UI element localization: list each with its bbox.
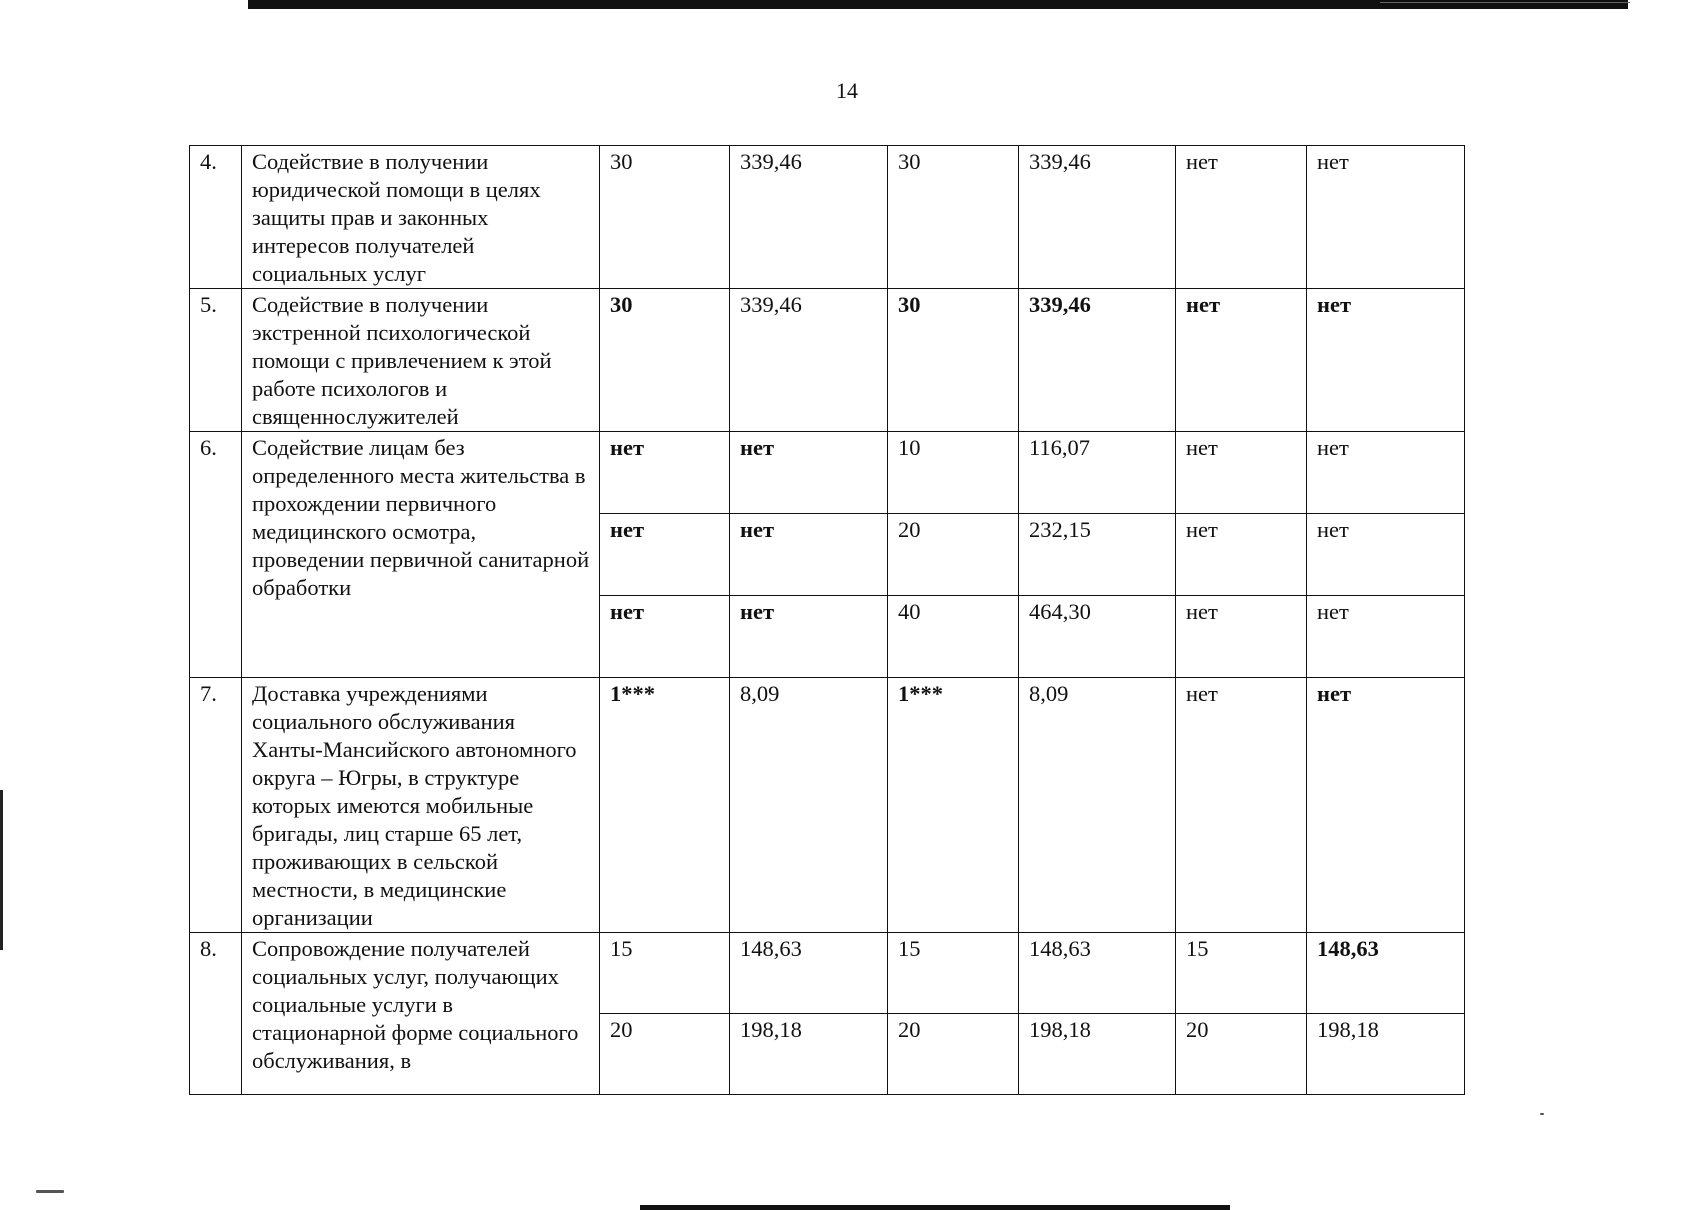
value-cell: нет	[1176, 146, 1307, 289]
value-cell: 20	[888, 514, 1019, 596]
value-cell: 30	[888, 289, 1019, 432]
table-row	[190, 933, 1465, 1014]
value-cell: 40	[888, 596, 1019, 678]
value-cell: 198,18	[1019, 1014, 1176, 1095]
scan-edge-bottom	[640, 1205, 1230, 1210]
value-cell: 20	[888, 1014, 1019, 1095]
value-cell: нет	[600, 514, 730, 596]
row-number: 4.	[190, 146, 242, 289]
value-cell: 116,07	[1019, 432, 1176, 514]
value-cell: нет	[730, 596, 888, 678]
table-row	[190, 289, 1465, 432]
table-row	[190, 146, 1465, 289]
value-cell: 30	[600, 289, 730, 432]
table-row	[190, 432, 1465, 514]
service-name: Содействие лицам без определенного места жительства в прохождении первичного медицинского осмотра, проведении первичной санитарной обработки	[242, 432, 600, 678]
service-name: Доставка учреждениями социального обслуживания Ханты-Мансийского автономного округа – Югры, в структуре которых имеются мобильные бригады, лиц старше 65 лет, проживающих в сельской местности, в медицинские организации	[242, 678, 600, 933]
value-cell: 339,46	[1019, 289, 1176, 432]
value-cell: 8,09	[1019, 678, 1176, 933]
value-cell: 20	[600, 1014, 730, 1095]
scan-edge-left	[0, 790, 3, 950]
value-cell: нет	[600, 596, 730, 678]
service-name: Содействие в получении экстренной психологической помощи с привлечением к этой работе психологов и священнослужителей	[242, 289, 600, 432]
value-cell: нет	[1176, 432, 1307, 514]
service-name: Содействие в получении юридической помощи в целях защиты прав и законных интересов получателей социальных услуг	[242, 146, 600, 289]
value-cell: 148,63	[730, 933, 888, 1014]
value-cell: нет	[1307, 289, 1465, 432]
value-cell: 8,09	[730, 678, 888, 933]
services-table	[189, 145, 1465, 1095]
value-cell: 339,46	[730, 289, 888, 432]
value-cell: нет	[1307, 146, 1465, 289]
value-cell: 20	[1176, 1014, 1307, 1095]
row-number: 5.	[190, 289, 242, 432]
value-cell: 15	[1176, 933, 1307, 1014]
row-number: 6.	[190, 432, 242, 678]
row-number: 7.	[190, 678, 242, 933]
value-cell: 198,18	[1307, 1014, 1465, 1095]
value-cell: нет	[1176, 514, 1307, 596]
value-cell: 1***	[888, 678, 1019, 933]
value-cell: нет	[1307, 514, 1465, 596]
value-cell: 339,46	[730, 146, 888, 289]
service-name: Сопровождение получателей социальных услуг, получающих социальные услуги в стационарной форме социального обслуживания, в	[242, 933, 600, 1095]
value-cell: нет	[1307, 432, 1465, 514]
value-cell: нет	[1176, 289, 1307, 432]
page-number: 14	[836, 78, 858, 103]
value-cell: нет	[730, 432, 888, 514]
scan-edge-top-thin	[1380, 2, 1630, 3]
value-cell: 339,46	[1019, 146, 1176, 289]
value-cell: 198,18	[730, 1014, 888, 1095]
value-cell: 30	[888, 146, 1019, 289]
value-cell: 30	[600, 146, 730, 289]
value-cell: нет	[1176, 596, 1307, 678]
value-cell: нет	[1307, 596, 1465, 678]
value-cell: 1***	[600, 678, 730, 933]
value-cell: нет	[1176, 678, 1307, 933]
value-cell: нет	[1307, 678, 1465, 933]
value-cell: 148,63	[1307, 933, 1465, 1014]
value-cell: нет	[730, 514, 888, 596]
value-cell: 148,63	[1019, 933, 1176, 1014]
value-cell: 464,30	[1019, 596, 1176, 678]
scan-speck	[1540, 1113, 1544, 1115]
value-cell: нет	[600, 432, 730, 514]
value-cell: 232,15	[1019, 514, 1176, 596]
value-cell: 15	[600, 933, 730, 1014]
value-cell: 15	[888, 933, 1019, 1014]
scan-speck	[36, 1190, 64, 1193]
table-row	[190, 678, 1465, 933]
value-cell: 10	[888, 432, 1019, 514]
row-number: 8.	[190, 933, 242, 1095]
